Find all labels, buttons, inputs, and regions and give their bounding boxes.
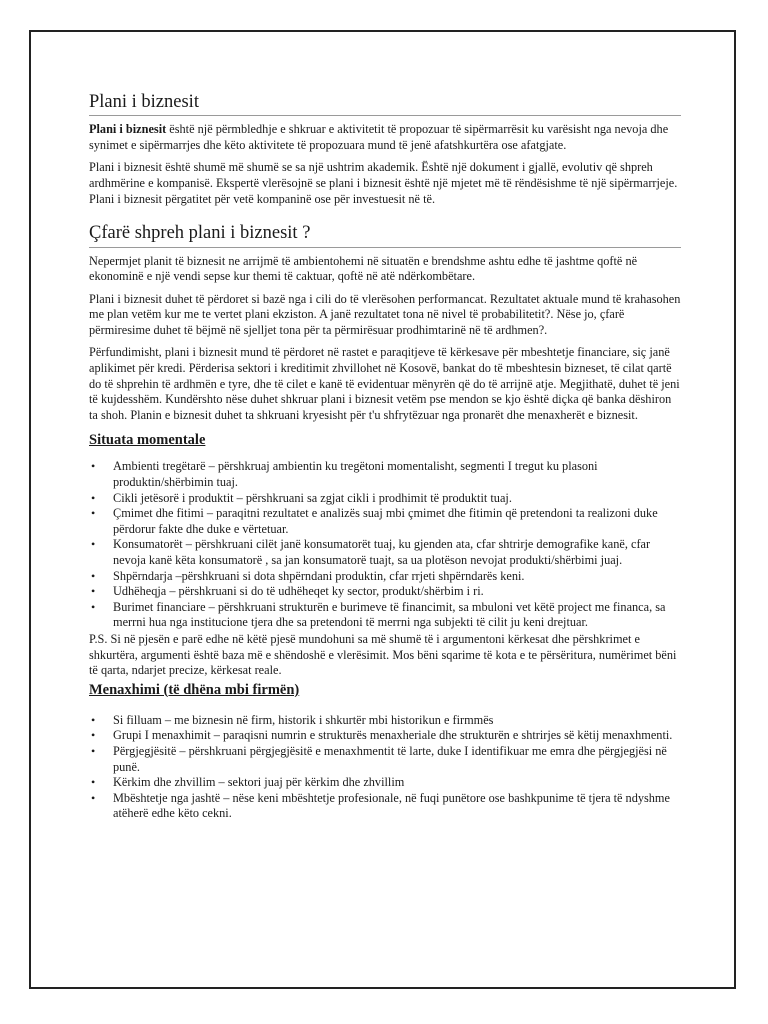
heading-menaxhimi: Menaxhimi (të dhëna mbi firmën) bbox=[89, 681, 300, 698]
list-item: • Çmimet dhe fitimi – paraqitni rezultatet e analizës suaj mbi çmimet dhe fitimin që pretendoni ta realizoni duke përdorur fakte dhe duke e vërtetuar. bbox=[113, 506, 681, 537]
definition-text: është një përmbledhje e shkruar e aktivitetit të propozuar të sipërmarrësit ku varësisht nga nevoja dhe synimet e sipërmarrjes dhe këto aktivitete të propozuara mund të jenë afatshkurtëra ose afatgjate. bbox=[89, 122, 669, 152]
heading-cfare-shpreh: Çfarë shpreh plani i biznesit ? bbox=[89, 223, 681, 247]
list-item: • Konsumatorët – përshkruani cilët janë konsumatorët tuaj, ku gjenden ata, cfar shtrirje demografike kanë, cfar nevoja kanë këta konsumatorë , sa jan konsumatorë tuajt, sa ua plotëson nevojat produkti/shërbimi juaj. bbox=[113, 537, 681, 568]
term-bold: Plani i biznesit bbox=[89, 122, 167, 137]
situata-list bbox=[89, 459, 681, 631]
list-item: • Ambienti tregëtarë – përshkruaj ambientin ku tregëtoni momentalisht, segmenti I tregut ku plasoni produktin/shërbimin tuaj. bbox=[113, 459, 681, 490]
list-item: • Kërkim dhe zhvillim – sektori juaj për kërkim dhe zhvillim bbox=[113, 775, 681, 791]
menaxhimi-list bbox=[89, 713, 681, 822]
list-item: • Burimet financiare – përshkruani strukturën e burimeve të financimit, sa mbuloni vet këtë project me financa, sa merrni hua nga institucione tjera dhe sa pretendoni të merrni nga subjekti të cilit ju keni drejtuar. bbox=[113, 600, 681, 631]
heading-plani-i-biznesit: Plani i biznesit bbox=[89, 92, 681, 116]
heading-situata-momentale: Situata momentale bbox=[89, 432, 206, 449]
paragraph-environment: Nepermjet planit të biznesit ne arrijmë të ambientohemi në situatën e brendshme ashtu edhe të jashtme qoftë në ekonominë e një vendi sepse kur themi të caktuar, qoftë në atë ndërkombëtare. bbox=[89, 253, 638, 284]
list-item: • Cikli jetësorë i produktit – përshkruani sa zgjat cikli i prodhimit të produktit tuaj. bbox=[113, 491, 681, 507]
paragraph-performance: Plani i biznesit duhet të përdoret si bazë nga i cili do të vlerësohen performancat. Rezultatet aktuale mund të krahasohen me plan vetëm kur me te vertet plani ekziston. A janë rezultatet tona në nivel të probabilitetit?. Nëse jo, çfarë përmiresime duhet të bëjmë në sjelljet tona për ta përmirësuar prodhimtarinë në të ardhmen?. bbox=[89, 291, 681, 337]
paragraph-ps-note: P.S. Si në pjesën e parë edhe në këtë pjesë mundohuni sa më shumë të i argumentoni kërkesat dhe përshkrimet e shkurtëra, argumenti është baza më e shëndoshë e vlerësimit. Mos bëni sqarime të kota e te përsëritura, numërimet bëni të qarta, ndarjet precize, kërkesat reale. bbox=[89, 631, 677, 678]
list-item: • Shpërndarja –përshkruani si dota shpërndani produktin, cfar rrjeti shpërndarës keni. bbox=[113, 569, 681, 585]
list-item: • Grupi I menaxhimit – paraqisni numrin e strukturës menaxheriale dhe strukturën e shtrirjes së këtij menaxhmenti. bbox=[113, 728, 681, 744]
paragraph-definition bbox=[89, 122, 681, 153]
document-body bbox=[89, 92, 681, 822]
list-item: • Mbështetje nga jashtë – nëse keni mbështetje profesionale, në fuqi punëtore ose bashkpunime të tjera të ndyshme atëherë edhe këto cekni. bbox=[113, 791, 681, 822]
list-item: • Udhëheqja – përshkruani si do të udhëheqet ky sector, produkt/shërbim i ri. bbox=[113, 584, 681, 600]
list-item: • Përgjegjësitë – përshkruani përgjegjësitë e menaxhmentit të larte, duke I identifikuar me emra dhe përgjegjësi në punë. bbox=[113, 744, 681, 775]
paragraph-financing: Përfundimisht, plani i biznesit mund të përdoret në rastet e paraqitjeve të kërkesave për mbeshtetje financiare, siç janë aplikimet për kredi. Përderisa sektori i kreditimit zhvillohet në Kosovë, bankat do të mbeshtesin bizneset, të cilat qartë do të shprehin të ardhmën e tyre, dhe të cilet e kanë të evidentuar mënyrën që do të arrijnë atje. Megjithatë, duhet të jeni të kujdesshëm. Kundërshto nëse duhet shkruar plani i biznesit vetëm pse mendon se kjo është diçka që banka dëshiron ta shoh. Planin e biznesit duhet ta shkruani kryesisht për t'u shfrytëzuar nga pronarët dhe menaxherët e biznesit. bbox=[89, 345, 680, 422]
list-item: • Si filluam – me biznesin në firm, historik i shkurtër mbi historikun e firmmës bbox=[113, 713, 681, 729]
paragraph-living-document: Plani i biznesit është shumë më shumë se sa një ushtrim akademik. Është një dokument i gjallë, evolutiv që shpreh ardhmërine e kompanisë. Ekspertë vlerësojnë se plani i biznesit është një mjetet më të rëndësishme të një sipërmarrjeje. Plani i biznesit përgatitet për vetë kompaninë ose për investuesit në të. bbox=[89, 160, 678, 206]
